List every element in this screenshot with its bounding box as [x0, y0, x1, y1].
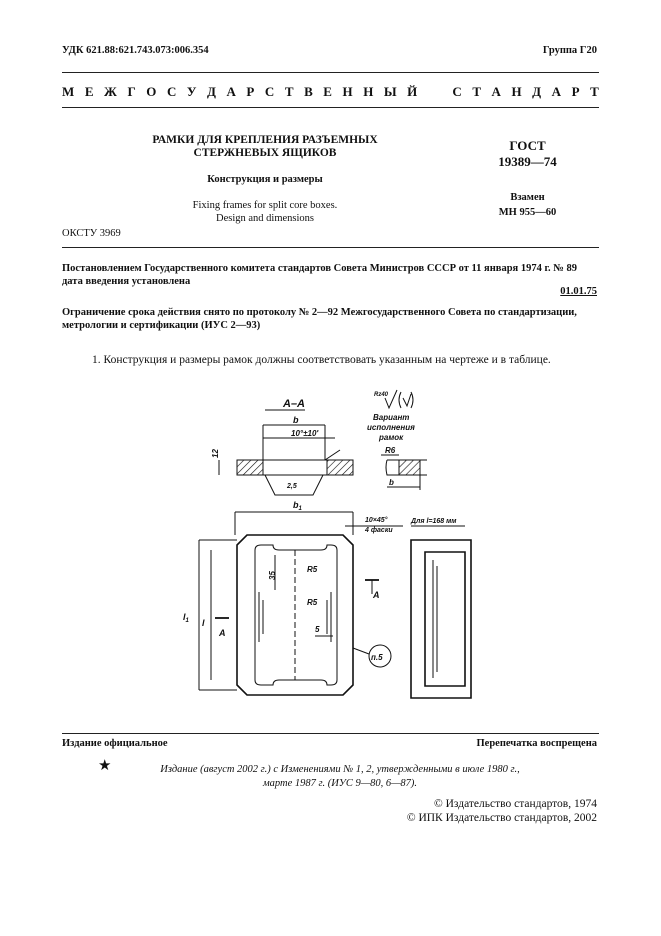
- banner-letter: У: [186, 84, 197, 99]
- star-icon: ★: [98, 758, 112, 774]
- frame-inner-slot: [255, 545, 337, 685]
- clause-1: 1. Конструкция и размеры рамок должны соответствовать указанным на чертеже и в таблице.: [92, 354, 551, 366]
- banner-rule: [62, 107, 599, 108]
- okstu-code: ОКСТУ 3969: [62, 228, 121, 239]
- chamfer-line-1: 10×45°: [365, 517, 388, 524]
- banner-letter: Т: [472, 84, 481, 99]
- roughness-small-label: 2,5: [287, 483, 297, 490]
- banner-letter: М: [62, 84, 75, 99]
- banner-letter: С: [166, 84, 177, 99]
- edition-official: Издание официальное: [62, 738, 168, 749]
- edition-line-1: Издание (август 2002 г.) с Изменениями № 1, 2, утвержденными в июле 1980 г.,: [160, 764, 520, 775]
- variant-line-3: рамок: [379, 433, 404, 442]
- section-mark-a-2: A: [219, 628, 226, 638]
- footer-rule: [62, 733, 599, 734]
- banner-letter: С: [452, 84, 462, 99]
- banner-letter: Т: [590, 84, 599, 99]
- banner-letter: Р: [571, 84, 580, 99]
- limitation-text: Ограничение срока действия снято по протоколу № 2—92 Межгосударственного Совета по стандартизации, метрологии и сертификации (ИУС 2—93): [62, 307, 577, 331]
- dim-b2-label: b: [389, 478, 394, 487]
- replace-value: МН 955—60: [498, 207, 557, 218]
- banner-letter: Й: [407, 84, 418, 99]
- section-right-hatch: [327, 460, 353, 475]
- reprint-notice: Перепечатка воспрещена: [476, 738, 597, 749]
- dim-l1-label: $l_1$: [183, 612, 189, 624]
- title-line-2: СТЕРЖНЕВЫХ ЯЩИКОВ: [193, 147, 337, 159]
- surface-finish-label: Rz40: [374, 392, 389, 398]
- title-subtitle: Конструкция и размеры: [207, 174, 323, 185]
- title-block: [120, 134, 410, 225]
- udk-code: УДК 621.88:621.743.073:006.354: [62, 45, 209, 56]
- edition-info: [145, 763, 535, 791]
- group-code: Группа Г20: [542, 45, 597, 56]
- banner-letter: В: [304, 84, 313, 99]
- banner-letter: Р: [246, 84, 255, 99]
- banner-letter: Ж: [104, 84, 117, 99]
- copyright-2: © ИПК Издательство стандартов, 2002: [406, 812, 597, 824]
- title-line-1: РАМКИ ДЛЯ КРЕПЛЕНИЯ РАЗЪЕМНЫХ: [152, 134, 378, 146]
- top-rule: [62, 72, 599, 73]
- standard-banner: [62, 84, 599, 100]
- banner-letter: Н: [363, 84, 374, 99]
- variant-hatch: [399, 460, 420, 475]
- dim-r5a-label: R5: [307, 565, 318, 574]
- banner-letter: А: [226, 84, 236, 99]
- copyright-block: [407, 797, 597, 825]
- banner-letter: Т: [284, 84, 294, 99]
- note-l168: Для l=168 мм: [411, 518, 457, 525]
- dim-l-label: l: [202, 618, 205, 628]
- banner-letter: Г: [127, 84, 136, 99]
- banner-letter: А: [551, 84, 562, 99]
- section-left-hatch: [237, 460, 263, 475]
- banner-letter: Д: [206, 84, 216, 99]
- decree-text: Постановлением Государственного комитета стандартов Совета Министров СССР от 11 января 1974 г. № 89 дата введения установлена: [62, 263, 577, 287]
- intro-date: 01.01.75: [560, 286, 597, 297]
- banner-letter: А: [491, 84, 501, 99]
- edition-line-2: марте 1987 г. (ИУС 9—80, 6—87).: [262, 778, 418, 789]
- variant-line-2: исполнения: [367, 423, 415, 432]
- copyright-1: © Издательство стандартов, 1974: [433, 798, 597, 810]
- gost-number: 19389—74: [498, 154, 557, 169]
- gost-label: ГОСТ: [509, 138, 546, 153]
- banner-letter: Е: [84, 84, 94, 99]
- variant-line-1: Вариант: [373, 413, 410, 422]
- gost-block: [470, 138, 585, 220]
- banner-letter: Е: [323, 84, 332, 99]
- dim-5-label: 5: [315, 625, 320, 634]
- banner-gap: [428, 84, 442, 100]
- ref-p5-label: п.5: [371, 653, 383, 662]
- frame-drawing: [175, 380, 505, 720]
- dim-b-label: b: [293, 415, 299, 425]
- dim-angle-label: 10°±10': [291, 429, 319, 438]
- dim-b1-label: $b_1$: [293, 500, 302, 512]
- banner-letter: О: [146, 84, 157, 99]
- dim-12-label: 12: [211, 449, 220, 458]
- banner-letter: С: [264, 84, 275, 99]
- replace-label: Взамен: [510, 192, 545, 203]
- section-aa-label: A–A: [283, 398, 306, 410]
- variant-frame: [411, 540, 471, 698]
- banner-letter: Н: [342, 84, 353, 99]
- title-english-line-2: Design and dimensions: [216, 213, 314, 224]
- title-english: [120, 199, 410, 225]
- dim-r5b-label: R5: [307, 598, 318, 607]
- banner-letter: Н: [511, 84, 522, 99]
- dim-35-label: 35: [268, 571, 277, 580]
- section-mark-a: A: [373, 590, 380, 600]
- dim-r6-label: R6: [385, 446, 396, 455]
- banner-letter: Д: [532, 84, 542, 99]
- replace-block: [470, 190, 585, 220]
- okstu-rule: [62, 247, 599, 248]
- banner-letter: Ы: [383, 84, 397, 99]
- title-english-line-1: Fixing frames for split core boxes.: [192, 200, 338, 211]
- chamfer-line-2: 4 фаски: [365, 527, 393, 534]
